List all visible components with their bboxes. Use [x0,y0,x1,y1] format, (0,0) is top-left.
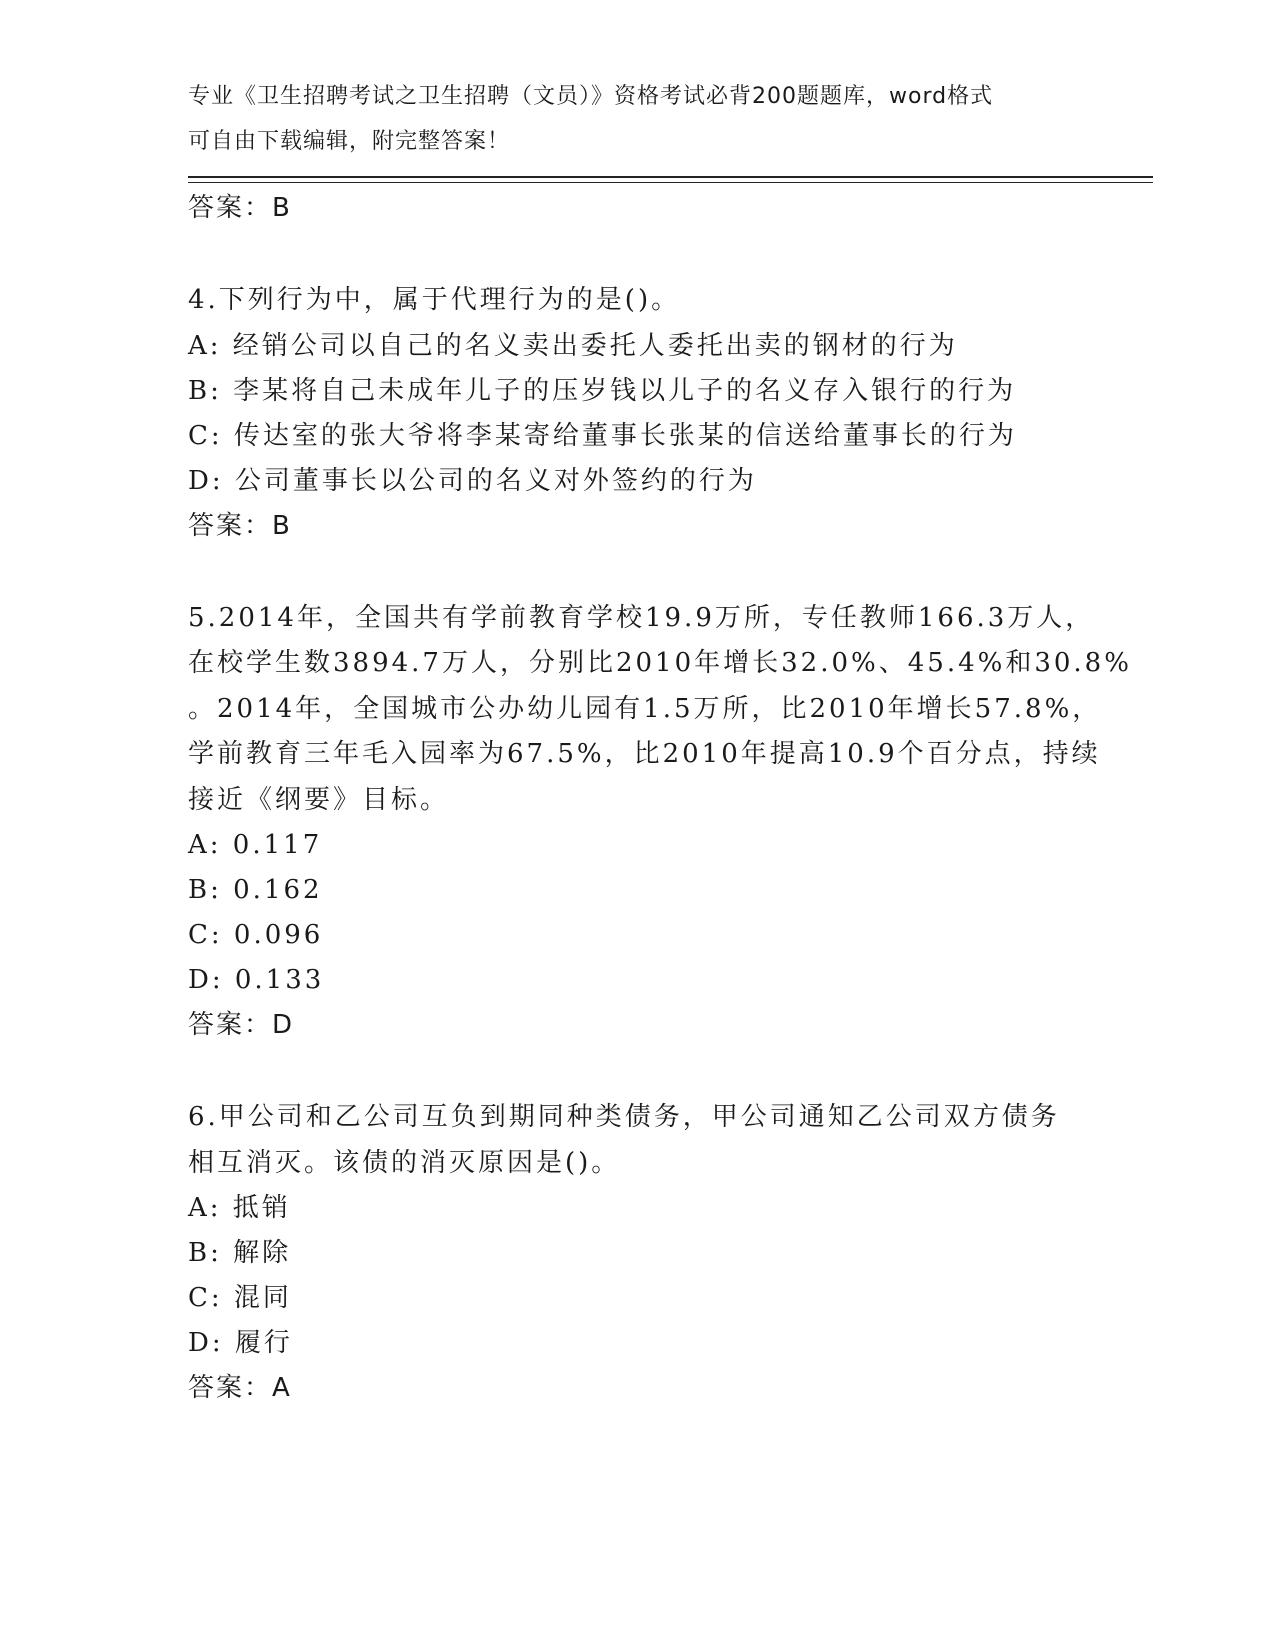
question-stem [188,278,1138,324]
option-a: A: 0.117 [188,830,323,860]
answer-q4: 答案：B [188,510,292,541]
spacer [188,1048,1138,1095]
answer-q6: 答案：A [188,1373,292,1403]
page-header [188,74,1088,164]
spacer [188,549,1138,596]
option-b: B: 解除 [188,1238,292,1268]
question-6 [188,1095,1138,1411]
question-stem [188,1095,1138,1186]
question-content [188,186,1138,1411]
stem-line: 接近《纲要》目标。 [188,784,450,815]
question-5 [188,596,1138,1049]
stem-line: 。2014年，全国城市公办幼儿园有1.5万所，比2010年增长57.8%， [188,693,1102,724]
header-rule-thick [188,176,1153,178]
stem-line: 相互消灭。该债的消灭原因是()。 [188,1147,621,1178]
answer-q5: 答案：D [188,1010,295,1040]
question-4 [188,278,1138,549]
header-rule-thin [188,182,1153,183]
option-c: C: 0.096 [188,920,324,950]
option-c: C: 混同 [188,1283,292,1313]
stem-line: 学前教育三年毛入园率为67.5%，比2010年提高10.9个百分点，持续 [188,739,1101,769]
answer-q3: 答案：B [188,193,292,223]
stem-line: 4.下列行为中，属于代理行为的是()。 [188,285,681,315]
option-a: A: 经销公司以自己的名义卖出委托人委托出卖的钢材的行为 [188,330,958,361]
option-b: B: 0.162 [188,875,323,905]
option-b: B: 李某将自己未成年儿子的压岁钱以儿子的名义存入银行的行为 [188,375,1017,406]
spacer [188,231,1138,278]
option-c: C: 传达室的张大爷将李某寄给董事长张某的信送给董事长的行为 [188,420,1017,451]
header-line-2: 可自由下载编辑，附完整答案！ [188,129,511,154]
stem-line: 在校学生数3894.7万人，分别比2010年增长32.0%、45.4%和30.8% [188,648,1132,678]
option-a: A: 抵销 [188,1193,291,1223]
option-d: D: 公司董事长以公司的名义对外签约的行为 [188,465,757,496]
option-d: D: 履行 [188,1328,293,1358]
header-line-1: 专业《卫生招聘考试之卫生招聘（文员）》资格考试必背200题题库，word格式 [188,84,994,109]
question-stem [188,596,1138,824]
stem-line: 6.甲公司和乙公司互负到期同种类债务，甲公司通知乙公司双方债务 [188,1102,1060,1132]
option-d: D: 0.133 [188,965,325,995]
stem-line: 5.2014年，全国共有学前教育学校19.9万所，专任教师166.3万人， [188,602,1095,633]
